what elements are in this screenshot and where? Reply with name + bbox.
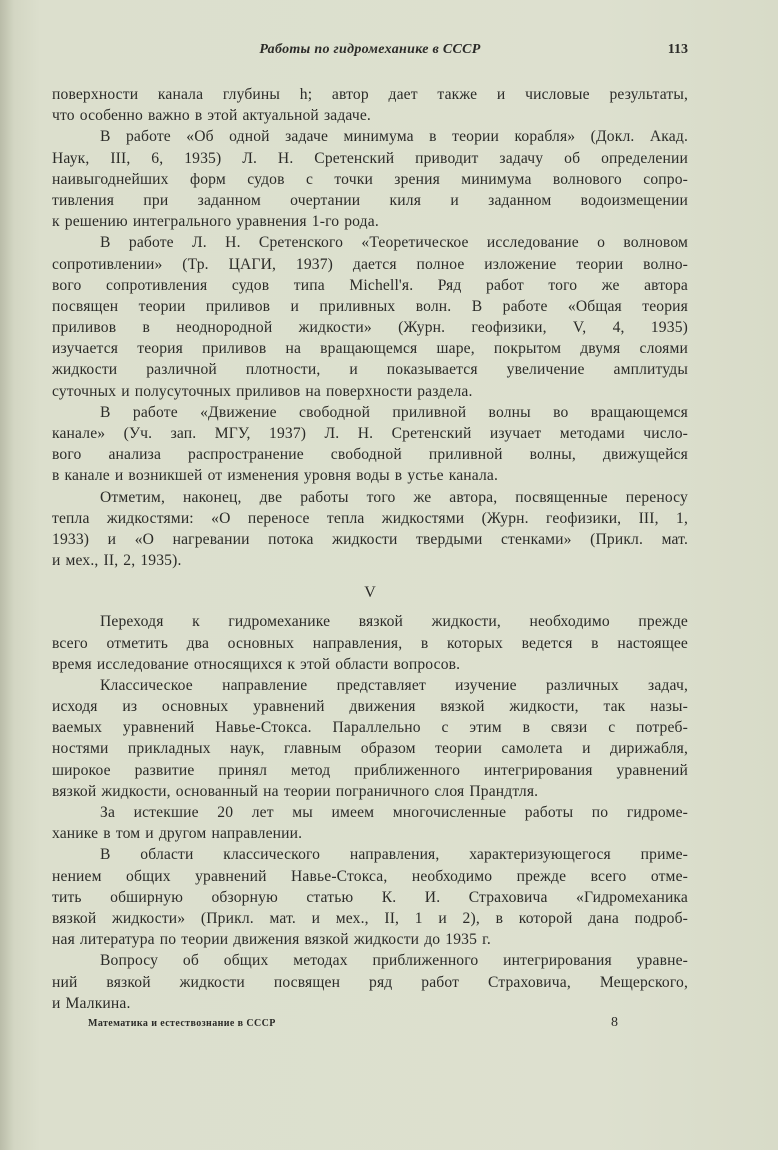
paragraph [52, 126, 688, 232]
text-line: канале» (Уч. зап. МГУ, 1937) Л. Н. Сретенский изучает методами число- [52, 425, 688, 442]
text-line: В работе «Движение свободной приливной волны во вращающемся [100, 403, 688, 421]
text-line: суточных и полусуточных приливов на поверхности раздела. [52, 382, 473, 400]
paragraph [52, 802, 688, 844]
text-line: и мех., II, 2, 1935). [52, 552, 182, 570]
text-line: Отметим, наконец, две работы того же автора, посвященные переносу [100, 488, 688, 506]
text-line: 1933) и «О нагревании потока жидкости твердыми стенками» (Прикл. мат. [52, 530, 688, 548]
text-after-section [52, 611, 688, 1014]
text-line: всего отметить два основных направления, в которых ведется в настоящее [52, 634, 688, 652]
text-line: ханике в том и другом направлении. [52, 825, 303, 843]
text-line: ностями прикладных наук, главным образом теории самолета и дирижабля, [52, 740, 688, 758]
signature-mark: 8 [611, 1015, 618, 1030]
text-line: приливов в неоднородной жидкости» (Журн. геофизики, V, 4, 1935) [52, 319, 688, 337]
text-line: в канале и возникшей от изменения уровня воды в устье канала. [52, 467, 499, 485]
paragraph [52, 402, 688, 487]
running-header [52, 42, 688, 64]
signature-text: Математика и естествознание в СССР [88, 1018, 276, 1029]
paragraph [52, 611, 688, 675]
text-line: сопротивлении» (Тр. ЦАГИ, 1937) дается полное изложение теории волно- [52, 255, 688, 273]
text-line: широкое развитие принял метод приближенного интегрирования уравнений [52, 761, 688, 779]
page-footer [88, 1015, 618, 1036]
paragraph [52, 487, 688, 572]
text-line: Вопросу об общих методах приближенного интегрирования уравне- [100, 952, 688, 970]
text-line: изучается теория приливов на вращающемся шаре, покрытом двумя слоями [52, 340, 688, 358]
text-line: тить обширную обзорную статью К. И. Страховича «Гидромеханика [52, 888, 688, 906]
text-line: вого анализа распространение свободной приливной волны, движущейся [52, 446, 688, 464]
text-line: наивыгоднейших форм судов с точки зрения минимума волнового сопро- [52, 170, 688, 188]
paragraph [52, 950, 688, 1014]
text-line: тивления при заданном очертании киля и заданном водоизмещении [52, 191, 688, 209]
text-line: За истекшие 20 лет мы имеем многочисленные работы по гидроме- [100, 804, 688, 821]
text-line: ная литература по теории движения вязкой жидкости до 1935 г. [52, 931, 491, 949]
text-line: ваемых уравнений Навье-Стокса. Параллельно с этим в связи с потреб- [52, 719, 688, 737]
paragraph [52, 675, 688, 802]
text-line: жидкости различной плотности, и показывается увеличение амплитуды [52, 361, 688, 379]
text-line: В работе «Об одной задаче минимума в теории корабля» (Докл. Акад. [100, 128, 688, 146]
text-line: посвящен теории приливов и приливных волн. В работе «Общая теория [52, 297, 688, 315]
text-line: исходя из основных уравнений движения вязкой жидкости, так назы- [52, 698, 688, 716]
text-line: В области классического направления, характеризующегося приме- [100, 846, 688, 864]
text-line: и Малкина. [52, 994, 131, 1012]
text-before-section [52, 84, 688, 571]
text-line: Переходя к гидромеханике вязкой жидкости, необходимо прежде [100, 613, 688, 631]
text-line: что особенно важно в этой актуальной задаче. [52, 107, 371, 125]
text-line: В работе Л. Н. Сретенского «Теоретическое исследование о волновом [100, 234, 688, 252]
text-line: вязкой жидкости» (Прикл. мат. и мех., II, 1 и 2), в которой дана подроб- [52, 909, 688, 927]
text-line: нением общих уравнений Навье-Стокса, необходимо прежде всего отме- [52, 867, 688, 885]
text-line: вязкой жидкости, основанный на теории пограничного слоя Прандтля. [52, 782, 539, 800]
paragraph [52, 232, 688, 402]
page-body [52, 84, 688, 1014]
running-title: Работы по гидромеханике в СССР [259, 42, 481, 57]
text-line: поверхности канала глубины h; автор дает также и числовые результаты, [52, 86, 688, 103]
section-heading: V [364, 584, 376, 602]
page-number: 113 [667, 42, 688, 57]
text-line: время исследование относящихся к этой области вопросов. [52, 655, 461, 673]
text-line: ний вязкой жидкости посвящен ряд работ Страховича, Мещерского, [52, 973, 688, 991]
text-line: Наук, III, 6, 1935) Л. Н. Сретенский приводит задачу об определении [52, 149, 688, 167]
text-line: Классическое направление представляет изучение различных задач, [100, 676, 688, 694]
paragraph [52, 844, 688, 950]
text-line: тепла жидкостями: «О переносе тепла жидкостями (Журн. геофизики, III, 1, [52, 509, 688, 527]
paragraph [52, 84, 688, 126]
text-line: вого сопротивления судов типа Michell'я. Ряд работ того же автора [52, 276, 688, 294]
text-line: к решению интегрального уравнения 1-го рода. [52, 213, 379, 231]
